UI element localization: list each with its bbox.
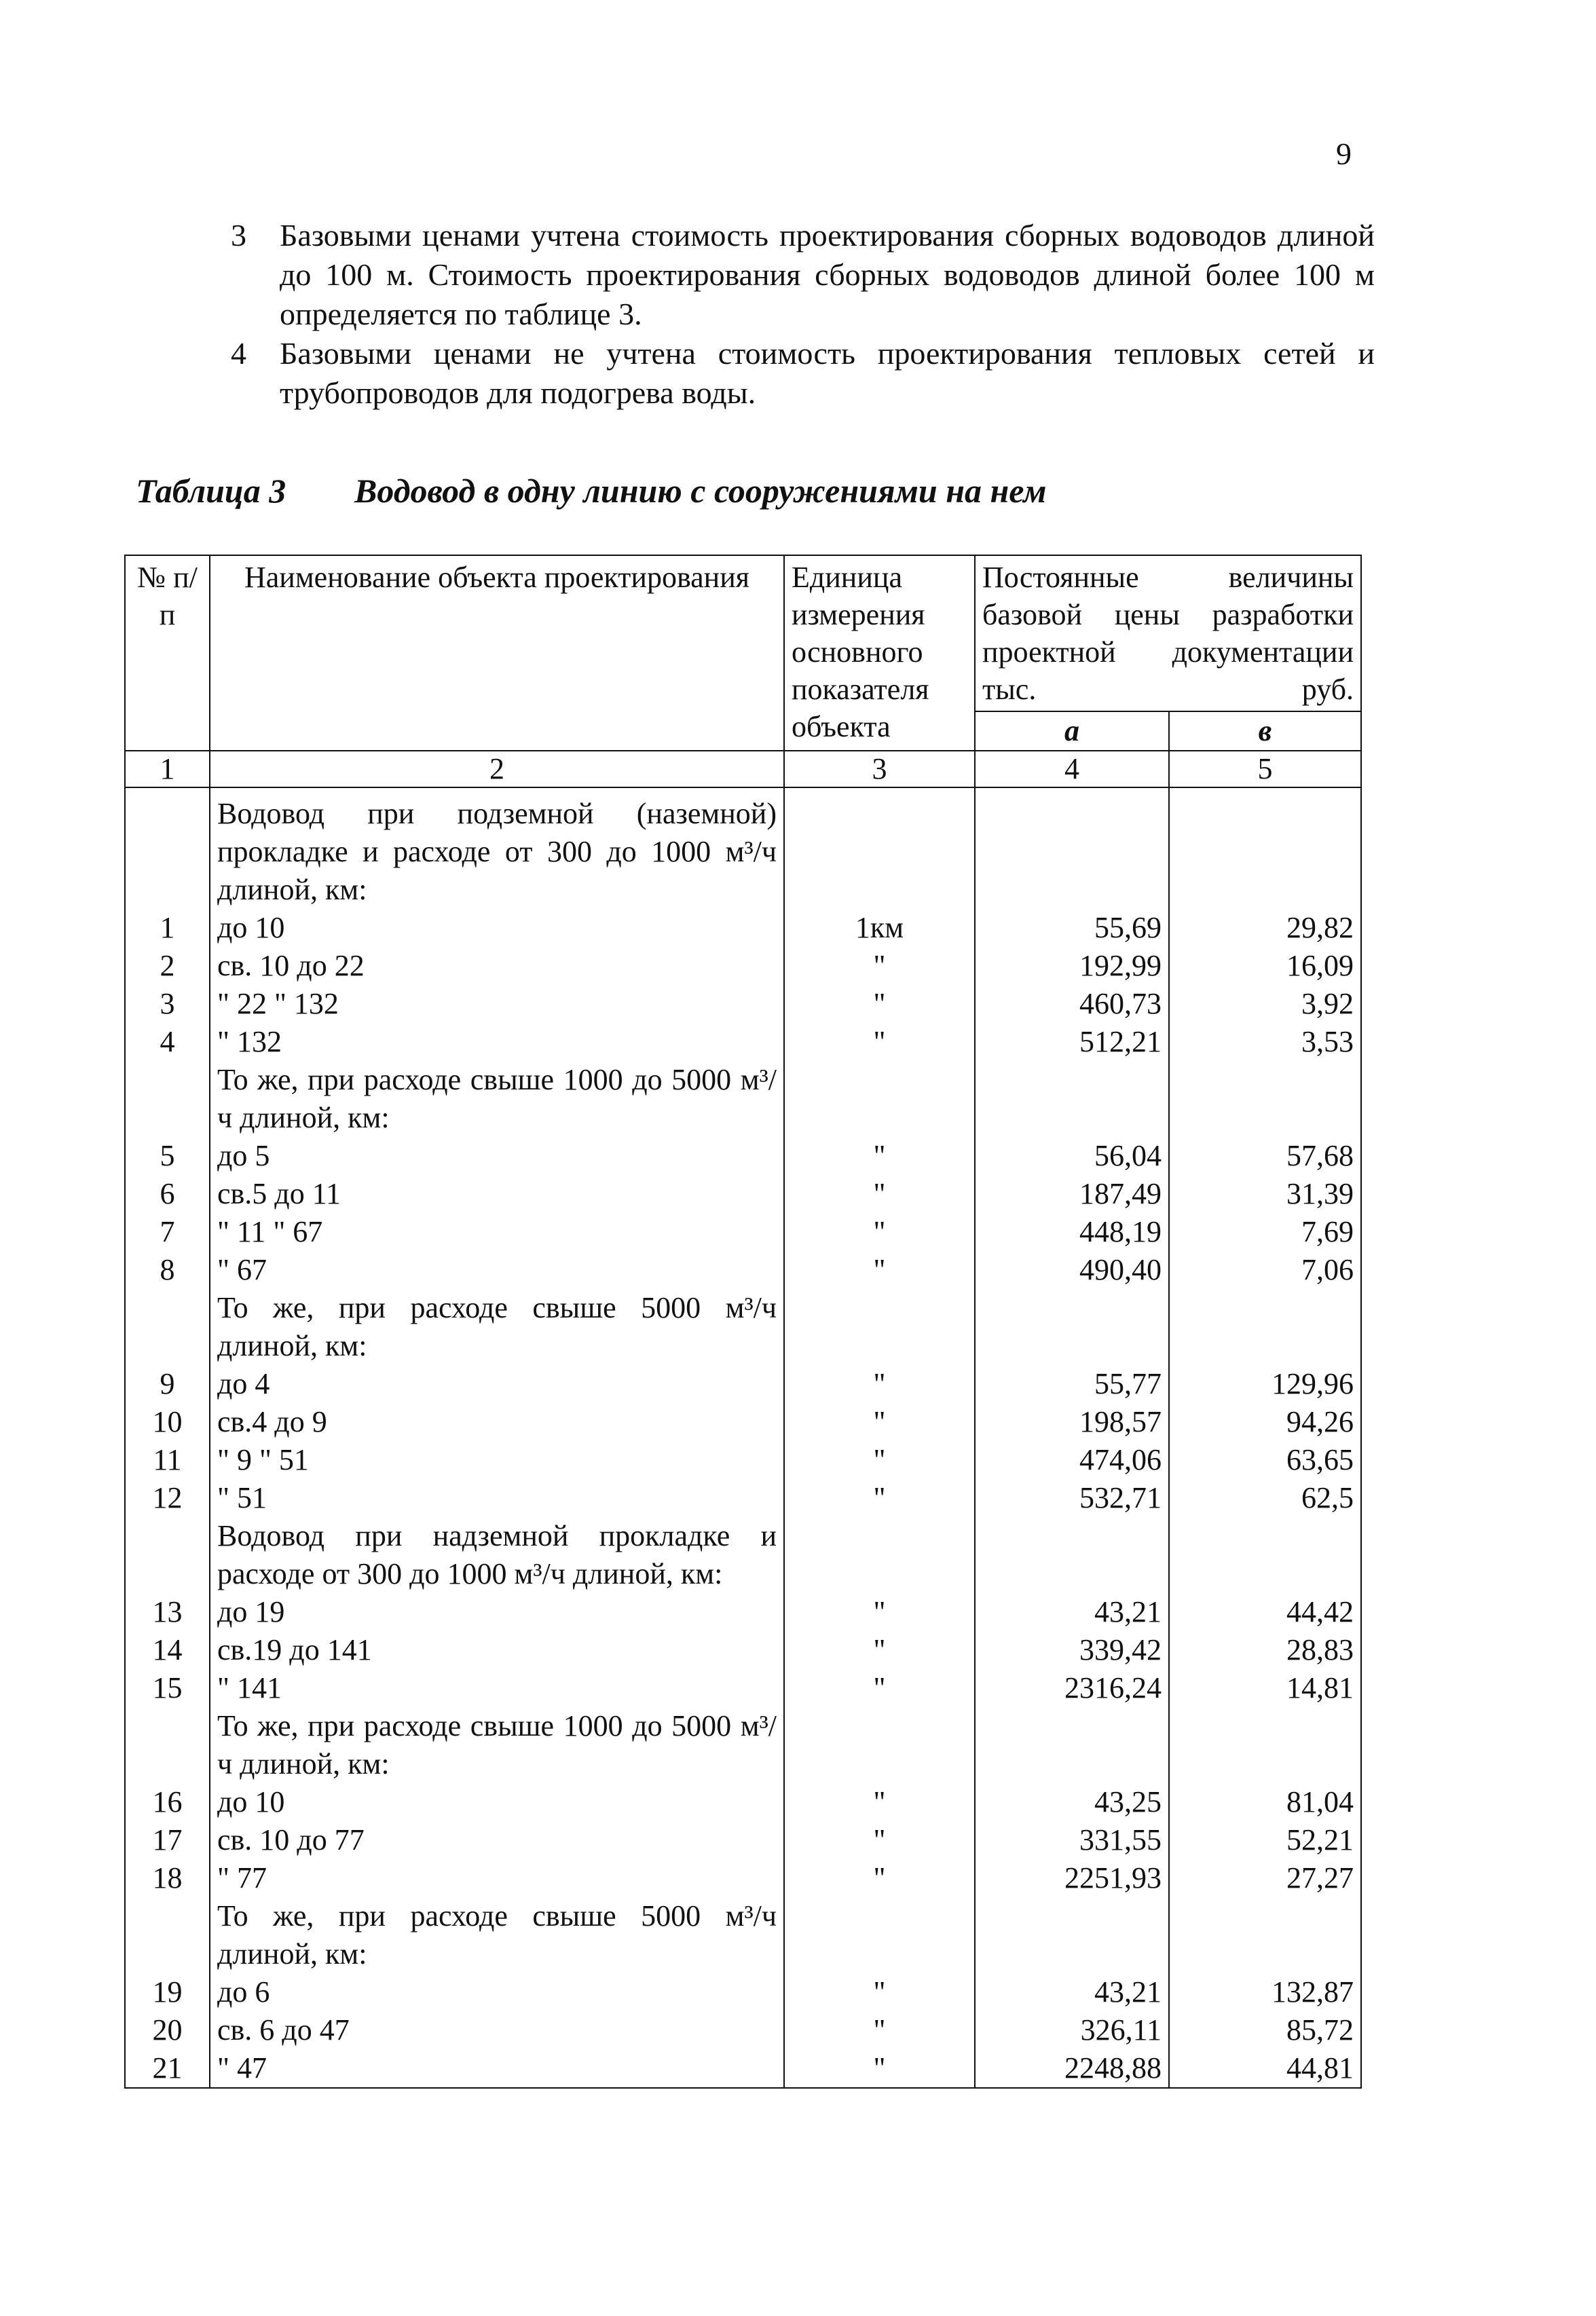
row-value-b — [1169, 1707, 1361, 1783]
row-number: 18 — [125, 1859, 210, 1897]
row-number: 6 — [125, 1175, 210, 1213]
row-unit: " — [784, 1175, 975, 1213]
row-number: 10 — [125, 1403, 210, 1441]
group-title: То же, при расходе свыше 5000 м³/ч длиной, км: — [210, 1897, 784, 1973]
table-row — [125, 1251, 1361, 1289]
row-value-a: 490,40 — [975, 1251, 1169, 1289]
row-number: 11 — [125, 1441, 210, 1479]
row-value-a: 2316,24 — [975, 1669, 1169, 1707]
table-row — [125, 909, 1361, 947]
row-unit: " — [784, 1137, 975, 1175]
row-name: до 4 — [210, 1365, 784, 1403]
table-title: Водовод в одну линию с сооружениями на нем — [354, 472, 1047, 510]
row-value-a: 55,69 — [975, 909, 1169, 947]
table-row — [125, 1593, 1361, 1631]
column-number: 3 — [784, 751, 975, 787]
row-name: " 51 — [210, 1479, 784, 1517]
row-name: " 11 " 67 — [210, 1213, 784, 1251]
page-number: 9 — [1336, 136, 1352, 171]
row-unit — [784, 787, 975, 909]
group-header-row — [125, 1061, 1361, 1137]
row-number: 8 — [125, 1251, 210, 1289]
table-row — [125, 1821, 1361, 1859]
table-row — [125, 1783, 1361, 1821]
note-item — [231, 334, 1375, 413]
row-value-b: 28,83 — [1169, 1631, 1361, 1669]
table-row — [125, 1365, 1361, 1403]
table-row — [125, 1479, 1361, 1517]
row-unit: " — [784, 1441, 975, 1479]
column-number: 5 — [1169, 751, 1361, 787]
row-name: св.4 до 9 — [210, 1403, 784, 1441]
row-value-b: 44,81 — [1169, 2049, 1361, 2088]
header-sub-b: в — [1169, 711, 1361, 751]
table-row — [125, 1175, 1361, 1213]
group-header-row — [125, 1517, 1361, 1593]
row-value-b — [1169, 1289, 1361, 1365]
row-number: 19 — [125, 1973, 210, 2011]
note-item — [231, 216, 1375, 334]
row-value-b: 16,09 — [1169, 947, 1361, 985]
row-number: 21 — [125, 2049, 210, 2088]
table-row — [125, 2011, 1361, 2049]
row-number: 14 — [125, 1631, 210, 1669]
row-value-a — [975, 1707, 1169, 1783]
row-number — [125, 1289, 210, 1365]
row-value-b: 85,72 — [1169, 2011, 1361, 2049]
row-unit: " — [784, 1023, 975, 1061]
header-name: Наименование объекта проектирования — [210, 555, 784, 751]
group-header-row — [125, 787, 1361, 909]
row-unit — [784, 1061, 975, 1137]
table-header — [125, 555, 1361, 787]
row-number: 1 — [125, 909, 210, 947]
note-number: 3 — [231, 218, 246, 253]
row-unit — [784, 1517, 975, 1593]
column-numbers-row — [125, 751, 1361, 787]
row-name: до 10 — [210, 909, 784, 947]
row-number: 13 — [125, 1593, 210, 1631]
row-value-b: 62,5 — [1169, 1479, 1361, 1517]
table-row — [125, 1441, 1361, 1479]
row-name: св.5 до 11 — [210, 1175, 784, 1213]
row-unit: " — [784, 947, 975, 985]
row-value-b: 94,26 — [1169, 1403, 1361, 1441]
row-number: 3 — [125, 985, 210, 1023]
row-name: св. 10 до 77 — [210, 1821, 784, 1859]
row-value-a: 331,55 — [975, 1821, 1169, 1859]
row-number — [125, 1897, 210, 1973]
row-value-a: 187,49 — [975, 1175, 1169, 1213]
row-number — [125, 1061, 210, 1137]
row-value-a: 43,21 — [975, 1973, 1169, 2011]
row-value-a — [975, 1897, 1169, 1973]
row-unit: " — [784, 1479, 975, 1517]
row-unit: " — [784, 1593, 975, 1631]
row-name: " 47 — [210, 2049, 784, 2088]
group-title: Водовод при подземной (наземной) прокладке и расходе от 300 до 1000 м³/ч длиной, км: — [210, 787, 784, 909]
row-number: 15 — [125, 1669, 210, 1707]
row-unit: " — [784, 2049, 975, 2088]
row-name: " 67 — [210, 1251, 784, 1289]
row-value-a: 532,71 — [975, 1479, 1169, 1517]
row-number: 7 — [125, 1213, 210, 1251]
group-title: То же, при расходе свыше 5000 м³/ч длиной, км: — [210, 1289, 784, 1365]
row-value-a: 198,57 — [975, 1403, 1169, 1441]
row-name: " 22 " 132 — [210, 985, 784, 1023]
row-unit — [784, 1707, 975, 1783]
row-value-b: 7,69 — [1169, 1213, 1361, 1251]
group-header-row — [125, 1707, 1361, 1783]
note-text: Базовыми ценами учтена стоимость проектирования сборных водоводов длиной до 100 м. Стоимость проектирования сборных водоводов длиной более 100 м определяется по таблице 3. — [280, 218, 1375, 331]
row-value-b: 7,06 — [1169, 1251, 1361, 1289]
row-number: 4 — [125, 1023, 210, 1061]
row-value-b: 3,53 — [1169, 1023, 1361, 1061]
row-name: до 19 — [210, 1593, 784, 1631]
row-value-a: 56,04 — [975, 1137, 1169, 1175]
row-unit: " — [784, 1669, 975, 1707]
row-unit: " — [784, 1631, 975, 1669]
table-label: Таблица 3 — [136, 472, 286, 510]
note-number: 4 — [231, 336, 246, 371]
group-header-row — [125, 1897, 1361, 1973]
row-value-b: 14,81 — [1169, 1669, 1361, 1707]
row-value-b: 132,87 — [1169, 1973, 1361, 2011]
row-value-b: 44,42 — [1169, 1593, 1361, 1631]
row-value-a: 474,06 — [975, 1441, 1169, 1479]
row-value-b: 29,82 — [1169, 909, 1361, 947]
column-number: 4 — [975, 751, 1169, 787]
row-value-a: 448,19 — [975, 1213, 1169, 1251]
row-value-a: 339,42 — [975, 1631, 1169, 1669]
row-name: св. 10 до 22 — [210, 947, 784, 985]
group-title: Водовод при надземной прокладке и расходе от 300 до 1000 м³/ч длиной, км: — [210, 1517, 784, 1593]
header-constants: Постоянные величины базовой цены разработки проектной документации тыс. руб. — [975, 555, 1361, 711]
table-body — [125, 787, 1361, 2088]
row-value-b: 52,21 — [1169, 1821, 1361, 1859]
notes-list — [231, 216, 1375, 413]
row-number: 16 — [125, 1783, 210, 1821]
row-number: 17 — [125, 1821, 210, 1859]
header-sub-a: а — [975, 711, 1169, 751]
row-name: " 9 " 51 — [210, 1441, 784, 1479]
row-value-a — [975, 1061, 1169, 1137]
row-value-b: 27,27 — [1169, 1859, 1361, 1897]
row-value-a: 2248,88 — [975, 2049, 1169, 2088]
row-value-a: 43,21 — [975, 1593, 1169, 1631]
row-name: " 132 — [210, 1023, 784, 1061]
row-value-a: 2251,93 — [975, 1859, 1169, 1897]
table-row — [125, 1137, 1361, 1175]
table-row — [125, 985, 1361, 1023]
row-value-a — [975, 787, 1169, 909]
row-unit: 1км — [784, 909, 975, 947]
table-row — [125, 1973, 1361, 2011]
row-number: 9 — [125, 1365, 210, 1403]
row-name: до 5 — [210, 1137, 784, 1175]
row-value-a: 192,99 — [975, 947, 1169, 985]
row-unit — [784, 1897, 975, 1973]
row-value-a: 512,21 — [975, 1023, 1169, 1061]
row-unit: " — [784, 2011, 975, 2049]
row-value-b: 57,68 — [1169, 1137, 1361, 1175]
row-value-a: 43,25 — [975, 1783, 1169, 1821]
row-value-b — [1169, 1897, 1361, 1973]
row-unit: " — [784, 1251, 975, 1289]
row-name: " 141 — [210, 1669, 784, 1707]
row-number — [125, 787, 210, 909]
row-name: до 6 — [210, 1973, 784, 2011]
row-unit: " — [784, 1821, 975, 1859]
table-row — [125, 1023, 1361, 1061]
note-text: Базовыми ценами не учтена стоимость проектирования тепловых сетей и трубопроводов для подогрева воды. — [280, 336, 1375, 410]
table-row — [125, 1213, 1361, 1251]
table-row — [125, 1669, 1361, 1707]
row-name: св. 6 до 47 — [210, 2011, 784, 2049]
row-value-b: 129,96 — [1169, 1365, 1361, 1403]
row-unit: " — [784, 1213, 975, 1251]
group-header-row — [125, 1289, 1361, 1365]
table-caption — [136, 471, 1426, 510]
row-value-b: 81,04 — [1169, 1783, 1361, 1821]
row-value-b — [1169, 1517, 1361, 1593]
table-row — [125, 1631, 1361, 1669]
price-table — [124, 555, 1362, 2089]
table-row — [125, 947, 1361, 985]
row-value-a — [975, 1517, 1169, 1593]
row-number: 2 — [125, 947, 210, 985]
row-unit — [784, 1289, 975, 1365]
row-name: св.19 до 141 — [210, 1631, 784, 1669]
row-value-a: 460,73 — [975, 985, 1169, 1023]
column-number: 2 — [210, 751, 784, 787]
row-number — [125, 1707, 210, 1783]
row-unit: " — [784, 1859, 975, 1897]
column-number: 1 — [125, 751, 210, 787]
table-row — [125, 1403, 1361, 1441]
row-value-a: 326,11 — [975, 2011, 1169, 2049]
row-number: 5 — [125, 1137, 210, 1175]
table-row — [125, 1859, 1361, 1897]
row-unit: " — [784, 1365, 975, 1403]
group-title: То же, при расходе свыше 1000 до 5000 м³/ч длиной, км: — [210, 1707, 784, 1783]
row-value-a — [975, 1289, 1169, 1365]
header-number: № п/п — [125, 555, 210, 751]
row-unit: " — [784, 1973, 975, 2011]
row-number: 20 — [125, 2011, 210, 2049]
row-value-b: 63,65 — [1169, 1441, 1361, 1479]
row-unit: " — [784, 1783, 975, 1821]
header-unit: Единица измерения основного показателя объекта — [784, 555, 975, 751]
row-value-b: 31,39 — [1169, 1175, 1361, 1213]
row-number: 12 — [125, 1479, 210, 1517]
row-name: " 77 — [210, 1859, 784, 1897]
table-row — [125, 2049, 1361, 2088]
group-title: То же, при расходе свыше 1000 до 5000 м³/ч длиной, км: — [210, 1061, 784, 1137]
row-unit: " — [784, 985, 975, 1023]
row-name: до 10 — [210, 1783, 784, 1821]
row-unit: " — [784, 1403, 975, 1441]
row-number — [125, 1517, 210, 1593]
row-value-a: 55,77 — [975, 1365, 1169, 1403]
row-value-b — [1169, 787, 1361, 909]
row-value-b — [1169, 1061, 1361, 1137]
row-value-b: 3,92 — [1169, 985, 1361, 1023]
